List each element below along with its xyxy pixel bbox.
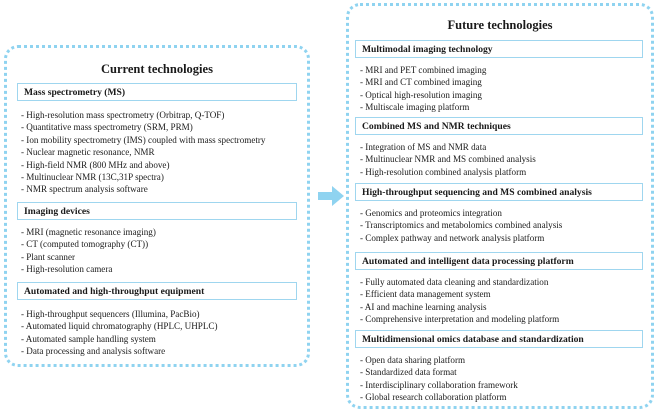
list-item: - Interdisciplinary collaboration framework — [360, 379, 518, 390]
list-item: - Quantitative mass spectrometry (SRM, PRM) — [21, 122, 193, 133]
list-item: - Automated liquid chromatography (HPLC, UHPLC) — [21, 321, 218, 332]
list-item: - Comprehensive interpretation and modeling platform — [360, 314, 560, 325]
list-item: - Multiscale imaging platform — [360, 102, 470, 113]
section-header-imaging-devices: Imaging devices — [17, 202, 297, 220]
future-technologies-title: Future technologies — [447, 18, 553, 32]
list-item: - Optical high-resolution imaging — [360, 89, 482, 100]
section-header-sequencing-ms: High-throughput sequencing and MS combined analysis — [355, 183, 643, 201]
list-item: - Ion mobility spectrometry (IMS) coupled with mass spectrometry — [21, 134, 266, 145]
section-header-automated-equipment: Automated and high-throughput equipment — [17, 282, 297, 300]
section-header-omics-database: Multidimensional omics database and standardization — [355, 330, 643, 348]
section-items-automated-equipment — [21, 308, 218, 358]
section-items-multimodal-imaging — [360, 64, 486, 114]
list-item: - Plant scanner — [21, 251, 76, 262]
list-item: - Integration of MS and NMR data — [360, 142, 487, 152]
list-item: - Data processing and analysis software — [21, 346, 166, 357]
section-items-sequencing-ms — [360, 207, 562, 244]
list-item: - CT (computed tomography (CT)) — [21, 239, 149, 250]
section-items-imaging-devices — [21, 226, 156, 276]
current-technologies-panel — [4, 45, 310, 367]
list-item: - Transcriptomics and metabolomics combined analysis — [360, 220, 563, 231]
arrow-right-icon — [318, 186, 344, 206]
section-header-multimodal-imaging: Multimodal imaging technology — [355, 40, 643, 58]
section-header-mass-spectrometry: Mass spectrometry (MS) — [17, 83, 297, 101]
list-item: - Efficient data management system — [360, 289, 491, 300]
list-item: - MRI and PET combined imaging — [360, 65, 487, 75]
list-item: - NMR spectrum analysis software — [21, 184, 148, 195]
list-item: - MRI and CT combined imaging — [360, 77, 482, 88]
list-item: - Genomics and proteomics integration — [360, 208, 502, 218]
list-item: - High-field NMR (800 MHz and above) — [21, 159, 170, 170]
future-technologies-panel — [346, 3, 654, 409]
list-item: - Multinuclear NMR (13C,31P spectra) — [21, 172, 164, 183]
section-items-mass-spectrometry — [21, 109, 265, 196]
list-item: - High-throughput sequencers (Illumina, PacBio) — [21, 309, 200, 319]
list-item: - Multinuclear NMR and MS combined analysis — [360, 154, 536, 165]
section-header-data-processing: Automated and intelligent data processing platform — [355, 252, 643, 270]
list-item: - High-resolution camera — [21, 264, 113, 275]
list-item: - Global research collaboration platform — [360, 392, 507, 403]
current-technologies-title: Current technologies — [101, 62, 213, 76]
section-items-data-processing — [360, 276, 559, 326]
list-item: - Complex pathway and network analysis platform — [360, 232, 545, 243]
section-items-ms-nmr — [360, 141, 536, 178]
list-item: - High-resolution mass spectrometry (Orbitrap, Q-TOF) — [21, 110, 225, 120]
list-item: - MRI (magnetic resonance imaging) — [21, 227, 156, 237]
list-item: - Fully automated data cleaning and standardization — [360, 277, 549, 287]
list-item: - AI and machine learning analysis — [360, 301, 487, 312]
list-item: - Nuclear magnetic resonance, NMR — [21, 147, 155, 158]
list-item: - Automated sample handling system — [21, 333, 156, 344]
list-item: - Standardized data format — [360, 367, 457, 378]
list-item: - High-resolution combined analysis platform — [360, 166, 527, 177]
list-item: - Open data sharing platform — [360, 355, 466, 365]
section-items-omics-database — [360, 354, 518, 404]
section-header-ms-nmr: Combined MS and NMR techniques — [355, 117, 643, 135]
